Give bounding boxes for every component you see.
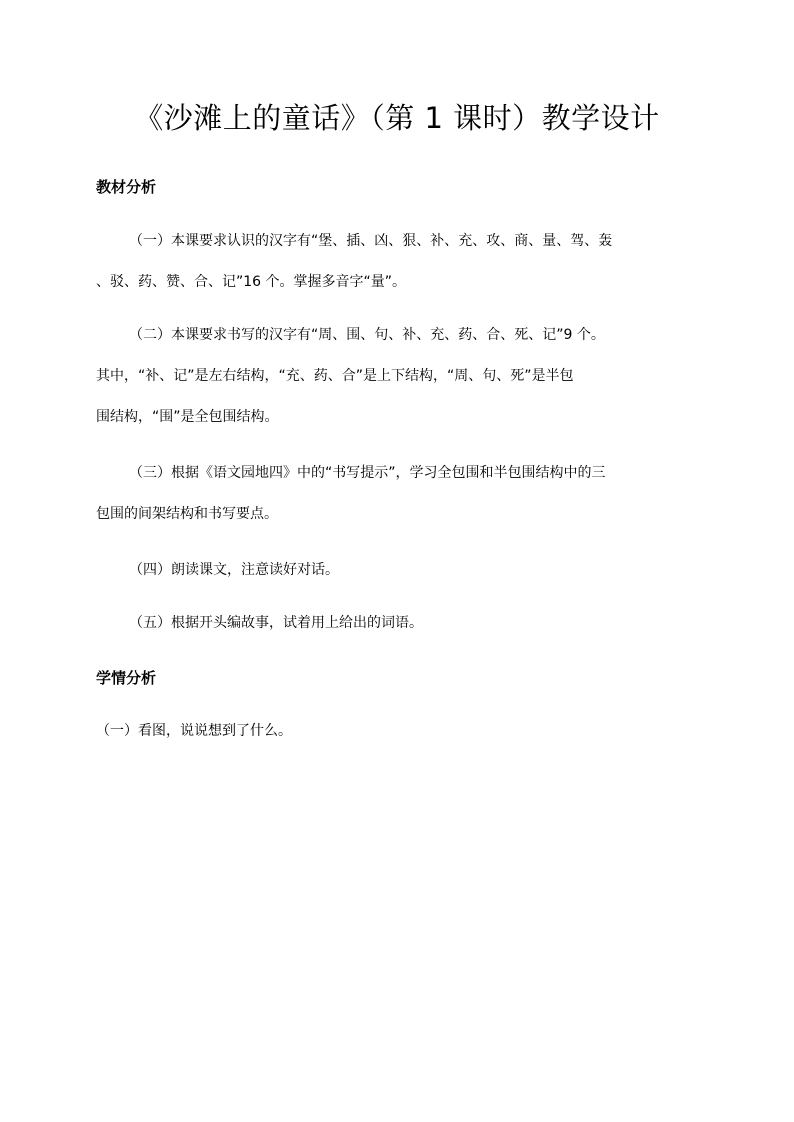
paragraph-line: 围结构，“围”是全包围结构。	[96, 409, 279, 425]
paragraph-1	[96, 221, 700, 303]
paragraph-3	[96, 453, 700, 535]
section-heading-learning-analysis: 学情分析	[96, 669, 157, 687]
paragraph-6	[96, 711, 700, 752]
section-heading-textbook-analysis: 教材分析	[96, 178, 157, 196]
paragraph-2	[96, 315, 700, 438]
paragraph-line: （一）本课要求认识的汉字有“堡、插、凶、狠、补、充、攻、商、量、驾、轰	[129, 233, 613, 249]
paragraph-line: （二）本课要求书写的汉字有“周、围、句、补、充、药、合、死、记”9 个。	[129, 327, 605, 343]
paragraph-line: 、驳、药、赞、合、记”16 个。掌握多音字“量”。	[96, 274, 407, 290]
paragraph-line: （五）根据开头编故事，试着用上给出的词语。	[129, 615, 423, 631]
paragraph-line: 包围的间架结构和书写要点。	[96, 506, 278, 522]
paragraph-line: （一）看图，说说想到了什么。	[96, 723, 292, 739]
paragraph-5	[96, 603, 700, 644]
paragraph-line: （四）朗读课文，注意读好对话。	[129, 562, 339, 578]
document-title: 《沙滩上的童话》（第 1 课时）教学设计	[134, 101, 660, 135]
paragraph-line: （三）根据《语文园地四》中的“书写提示”，学习全包围和半包围结构中的三	[129, 465, 606, 481]
paragraph-4	[96, 550, 700, 591]
paragraph-line: 其中，“补、记”是左右结构，“充、药、合”是上下结构，“周、句、死”是半包	[96, 368, 574, 384]
